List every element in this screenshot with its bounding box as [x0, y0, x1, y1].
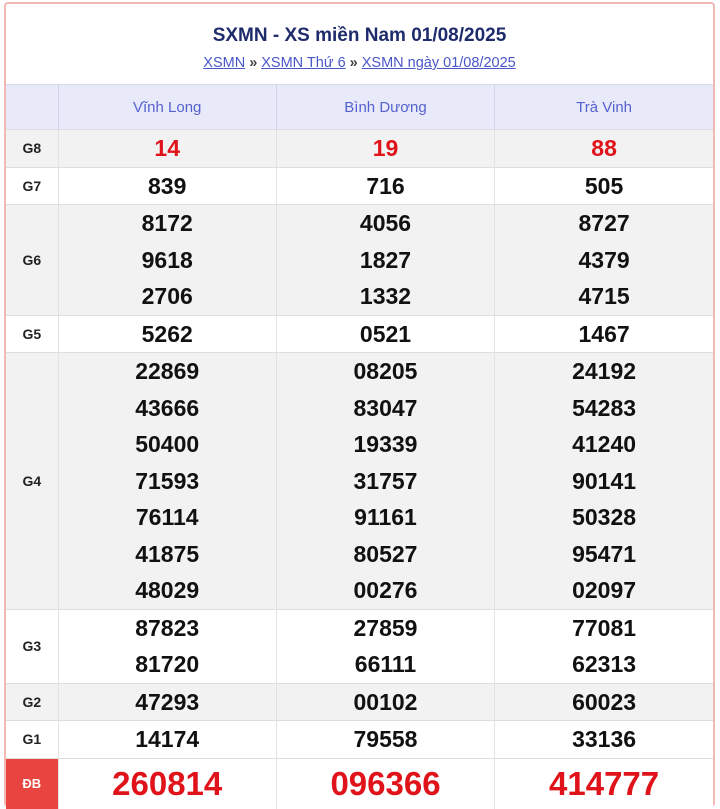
- result-number: 87823: [135, 614, 200, 641]
- prize-label: ĐB: [6, 758, 58, 809]
- result-cell: [495, 758, 713, 809]
- result-cell: [58, 167, 276, 205]
- table-row: [6, 609, 713, 683]
- result-number: 22869: [135, 358, 200, 384]
- prize-label: G5: [6, 315, 58, 353]
- table-row: [6, 758, 713, 809]
- prize-label: G7: [6, 167, 58, 205]
- result-number: 08205: [353, 358, 418, 384]
- prize-label: G8: [6, 130, 58, 168]
- breadcrumb: [6, 54, 713, 72]
- result-number: 50328: [572, 504, 637, 530]
- result-number: 81720: [135, 651, 200, 677]
- result-number: 8172: [141, 210, 193, 236]
- results-panel: [4, 2, 715, 807]
- result-cell: [276, 130, 494, 168]
- result-number: 80527: [353, 540, 418, 567]
- result-number: 505: [584, 172, 624, 199]
- prize-label: G6: [6, 205, 58, 316]
- result-number: 9618: [141, 246, 193, 273]
- prize-label: G3: [6, 609, 58, 683]
- table-row: [6, 130, 713, 168]
- result-number: 95471: [572, 540, 637, 567]
- result-number: 2706: [141, 283, 193, 309]
- result-cell: [495, 315, 713, 353]
- result-number: 62313: [572, 651, 637, 677]
- prize-label: G1: [6, 721, 58, 759]
- result-cell: [58, 315, 276, 353]
- result-cell: [58, 609, 276, 683]
- result-number: 54283: [572, 394, 637, 421]
- province-header[interactable]: Trà Vinh: [495, 85, 713, 130]
- result-number: 1332: [359, 283, 412, 309]
- result-number: 47293: [135, 688, 200, 715]
- result-number: 88: [591, 135, 617, 161]
- result-number: 096366: [330, 764, 441, 802]
- result-cell: [276, 353, 494, 610]
- result-cell: [58, 758, 276, 809]
- result-number: 27859: [353, 614, 418, 641]
- result-number: 41240: [572, 431, 637, 457]
- prize-label: G4: [6, 353, 58, 610]
- result-number: 14: [154, 135, 180, 161]
- breadcrumb-separator: »: [349, 55, 358, 71]
- province-header[interactable]: Bình Dương: [276, 85, 494, 130]
- result-number: 76114: [135, 504, 199, 530]
- result-cell: [495, 609, 713, 683]
- result-cell: [276, 721, 494, 759]
- header-corner: [6, 85, 58, 130]
- table-row: [6, 683, 713, 721]
- result-cell: [276, 167, 494, 205]
- result-number: 77081: [572, 614, 637, 641]
- breadcrumb-link-xsmn-thu-6[interactable]: XSMN Thứ 6: [261, 55, 346, 71]
- result-number: 60023: [572, 688, 637, 715]
- result-cell: [276, 609, 494, 683]
- prize-label: G2: [6, 683, 58, 721]
- result-number: 90141: [572, 467, 637, 494]
- result-number: 79558: [353, 726, 418, 752]
- table-header-row: [6, 85, 713, 130]
- result-cell: [58, 130, 276, 168]
- result-cell: [276, 315, 494, 353]
- result-cell: [495, 721, 713, 759]
- table-row: [6, 205, 713, 316]
- result-number: 839: [148, 172, 187, 199]
- result-cell: [276, 758, 494, 809]
- result-number: 1827: [359, 246, 412, 273]
- result-number: 02097: [572, 577, 637, 603]
- result-number: 4056: [359, 210, 412, 236]
- result-number: 19: [372, 135, 399, 161]
- result-cell: [58, 353, 276, 610]
- result-number: 66111: [354, 651, 417, 677]
- result-cell: [495, 353, 713, 610]
- result-number: 1467: [578, 320, 630, 347]
- breadcrumb-link-xsmn[interactable]: XSMN: [203, 55, 246, 71]
- result-number: 31757: [353, 467, 418, 494]
- result-number: 414777: [549, 764, 660, 802]
- province-header[interactable]: Vĩnh Long: [58, 85, 276, 130]
- result-number: 716: [366, 172, 405, 199]
- result-cell: [276, 683, 494, 721]
- results-header: [6, 4, 713, 84]
- result-number: 43666: [135, 394, 200, 421]
- result-cell: [58, 683, 276, 721]
- result-number: 50400: [135, 431, 200, 457]
- result-number: 14174: [135, 726, 200, 752]
- result-number: 24192: [572, 358, 637, 384]
- result-number: 0521: [359, 320, 412, 347]
- result-cell: [495, 130, 713, 168]
- result-number: 83047: [353, 394, 418, 421]
- result-cell: [276, 205, 494, 316]
- table-row: [6, 721, 713, 759]
- breadcrumb-separator: »: [249, 55, 258, 71]
- result-number: 8727: [578, 210, 630, 236]
- result-cell: [58, 205, 276, 316]
- results-table: [6, 84, 713, 809]
- result-number: 91161: [354, 504, 417, 530]
- breadcrumb-link-xsmn-date[interactable]: XSMN ngày 01/08/2025: [361, 55, 516, 71]
- result-number: 33136: [572, 726, 637, 752]
- page-title: SXMN - XS miền Nam 01/08/2025: [212, 25, 507, 46]
- result-number: 260814: [112, 764, 223, 802]
- table-row: [6, 353, 713, 610]
- result-number: 5262: [141, 320, 193, 347]
- result-number: 00276: [353, 577, 418, 603]
- result-number: 4379: [578, 246, 630, 273]
- result-cell: [58, 721, 276, 759]
- result-number: 71593: [135, 467, 200, 494]
- result-cell: [495, 205, 713, 316]
- result-number: 4715: [578, 283, 630, 309]
- result-cell: [495, 167, 713, 205]
- result-number: 00102: [353, 688, 418, 715]
- result-cell: [495, 683, 713, 721]
- table-row: [6, 167, 713, 205]
- table-row: [6, 315, 713, 353]
- result-number: 41875: [135, 540, 200, 567]
- result-number: 48029: [135, 577, 200, 603]
- result-number: 19339: [353, 431, 418, 457]
